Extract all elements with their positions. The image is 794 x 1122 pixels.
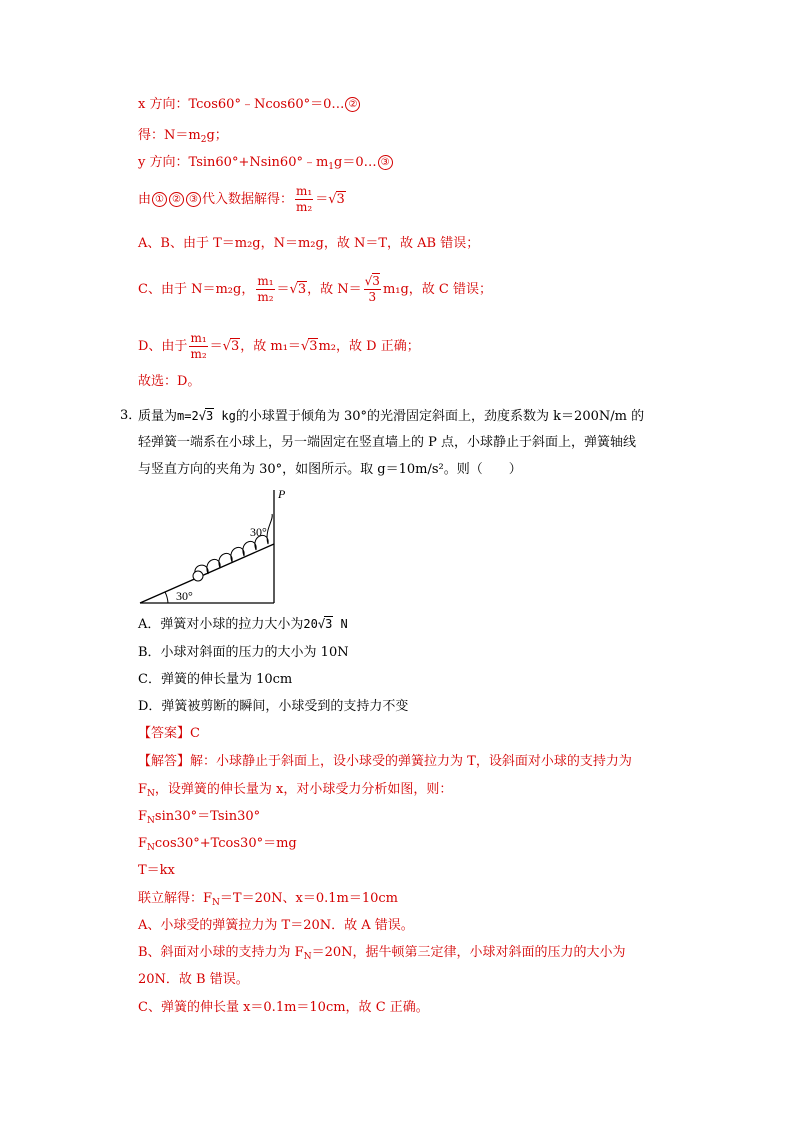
opt-a-text: A．弹簧对小球的拉力大小为 (138, 617, 304, 632)
fn-sub: N (212, 898, 220, 908)
fraction-sqrt3-3 (364, 274, 381, 305)
radicand: 3 (230, 339, 240, 354)
gives-sub: 2 (200, 135, 207, 145)
eq2-text: cos30°+Tcos30°＝mg (154, 836, 297, 851)
solve-a: 联立解得：F (138, 891, 213, 906)
frac-den: m₂ (296, 200, 313, 214)
option-ab-analysis: A、B、由于 T＝m₂g，N＝m₂g，故 N＝T，故 AB 错误； (138, 236, 480, 251)
analysis-label: 【解答】 (138, 754, 191, 769)
frac-den: m₂ (257, 290, 274, 304)
analysis-line-2 (138, 781, 452, 799)
opt-a-value (303, 617, 347, 631)
result-c: C、弹簧的伸长量 x＝0.1m＝10cm，故 C 正确。 (138, 1000, 429, 1015)
equation-3: T＝kx (138, 863, 175, 878)
y-direction-equation (138, 154, 394, 172)
gives-n-equation (138, 127, 228, 145)
circle-mark-3b: ③ (186, 192, 201, 207)
radicand: 3 (309, 339, 318, 354)
opt-c-tail1: ，故 N＝ (307, 282, 362, 297)
opt-a-sqrt: √3 (317, 617, 333, 631)
opt-d-tail1: ，故 m₁＝ (240, 339, 301, 354)
fn: F (138, 782, 148, 797)
ball (193, 571, 203, 581)
gives-tail: g； (206, 128, 228, 143)
sqrt-3-c: √3 (289, 282, 307, 297)
option-c: C．弹簧的伸长量为 10cm (138, 672, 293, 687)
substitute-line (138, 184, 346, 215)
option-d-analysis (138, 331, 420, 362)
equation-2 (138, 835, 297, 853)
question-line-2: 轻弹簧一端系在小球上，另一端固定在竖直墙上的 P 点，小球静止于斜面上，弹簧轴线 (138, 435, 637, 450)
mass-sqrt: √3 (198, 409, 214, 423)
solve-b: ＝T＝20N、x＝0.1m＝10cm (219, 891, 398, 906)
q-line1-b: 的小球置于倾角为 30°的光滑固定斜面上，劲度系数为 k＝200N/m 的 (235, 409, 645, 424)
opt-d-prefix: D、由于 (138, 339, 188, 354)
fn-sub: N (147, 816, 155, 826)
option-a (138, 615, 348, 634)
incline-line (140, 544, 274, 603)
radicand: 3 (325, 617, 333, 631)
circle-mark-2b: ② (169, 192, 184, 207)
substitute-eq: ＝ (315, 192, 329, 207)
opt-d-eq: ＝ (209, 339, 223, 354)
fn: F (138, 809, 148, 824)
x-dir-eq: Tcos60°﹣Ncos60°＝0… (188, 97, 345, 112)
spring-coil (195, 514, 272, 576)
eq1-text: sin30°＝Tsin30° (154, 809, 261, 824)
incline-spring-figure (138, 484, 298, 606)
frac-num: m₁ (190, 331, 207, 345)
fn-sub: N (147, 843, 155, 853)
res-b-b: ＝20N，据牛顿第三定律，小球对斜面的压力的大小为 (311, 945, 626, 960)
bottom-angle-label: 30° (176, 589, 193, 603)
substitute-prefix: 由 (138, 192, 152, 207)
circle-mark-1: ① (152, 192, 167, 207)
y-dir-eq1: Tsin60°+Nsin60°﹣m (188, 155, 329, 170)
fraction-m1-m2 (295, 184, 313, 215)
result-b-line-2: 20N．故 B 错误。 (138, 972, 249, 987)
answer-line (138, 725, 200, 743)
question-line-3: 与竖直方向的夹角为 30°，如图所示。取 g＝10m/s²。则（ ） (138, 462, 522, 477)
sqrt-3-d2: √3 (300, 339, 318, 354)
answer-label: 【答案】 (138, 726, 191, 741)
y-dir-sub: 1 (328, 162, 335, 172)
opt-d-tail2: m₂，故 D 正确； (318, 339, 420, 354)
frac-den: 3 (368, 290, 377, 304)
option-b: B．小球对斜面的压力的大小为 10N (138, 645, 349, 660)
opt-c-tail2: m₁g，故 C 错误； (382, 282, 493, 297)
opt-c-prefix: C、由于 N＝m₂g， (138, 282, 255, 297)
fraction-m1-m2-c (256, 274, 274, 305)
option-c-analysis (138, 274, 492, 305)
point-p-label: P (278, 487, 286, 501)
answer-value: C (190, 726, 200, 741)
circle-mark-3: ③ (378, 155, 393, 170)
radicand: 3 (297, 282, 307, 297)
bottom-angle-arc (165, 592, 168, 603)
result-b-line-1 (138, 944, 626, 962)
fn-sub: N (303, 952, 312, 962)
circle-mark-2: ② (345, 97, 360, 112)
fraction-m1-m2-d (189, 331, 207, 362)
y-dir-label: y 方向： (138, 155, 189, 170)
x-direction-equation (138, 96, 361, 114)
frac-den: m₂ (190, 347, 207, 361)
mass-unit: kg (214, 409, 236, 423)
q-line1-a: 质量为 (138, 409, 178, 424)
option-d: D．弹簧被剪断的瞬间，小球受到的支持力不变 (138, 699, 409, 714)
radicand: 3 (205, 409, 214, 423)
sqrt-3-d: √3 (222, 339, 240, 354)
frac-num: m₁ (296, 184, 313, 198)
value: 20 (303, 617, 318, 631)
res-b-a: B、斜面对小球的支持力为 F (138, 945, 304, 960)
gives-label: 得：N＝m (138, 128, 201, 143)
substitute-text: 代入数据解得： (202, 192, 294, 207)
solve-line (138, 890, 398, 908)
fn-sub: N (147, 789, 155, 799)
mass: m=2 (177, 409, 199, 423)
result-a: A、小球受的弹簧拉力为 T＝20N．故 A 错误。 (138, 918, 414, 933)
analysis-text-1: 解：小球静止于斜面上，设小球受的弹簧拉力为 T，设斜面对小球的支持力为 (190, 754, 632, 769)
fn: F (138, 836, 148, 851)
top-angle-label: 30° (250, 525, 267, 539)
y-dir-eq2: g＝0… (334, 155, 377, 170)
analysis-line-1 (138, 753, 632, 771)
mass-expr (177, 409, 236, 423)
final-choice: 故选：D。 (138, 374, 201, 389)
x-dir-label: x 方向： (138, 97, 189, 112)
analysis-text-2: ，设弹簧的伸长量为 x，对小球受力分析如图，则： (154, 782, 453, 797)
radicand: 3 (336, 192, 345, 207)
question-line-1 (138, 407, 644, 426)
frac-num: m₁ (257, 274, 274, 288)
unit: N (333, 617, 348, 631)
frac-num: √3 (364, 274, 380, 288)
equation-1 (138, 808, 260, 826)
question-number: 3． (120, 408, 142, 423)
sqrt-3: √3 (328, 192, 345, 207)
radicand: 3 (372, 274, 380, 288)
opt-c-eq: ＝ (276, 282, 290, 297)
